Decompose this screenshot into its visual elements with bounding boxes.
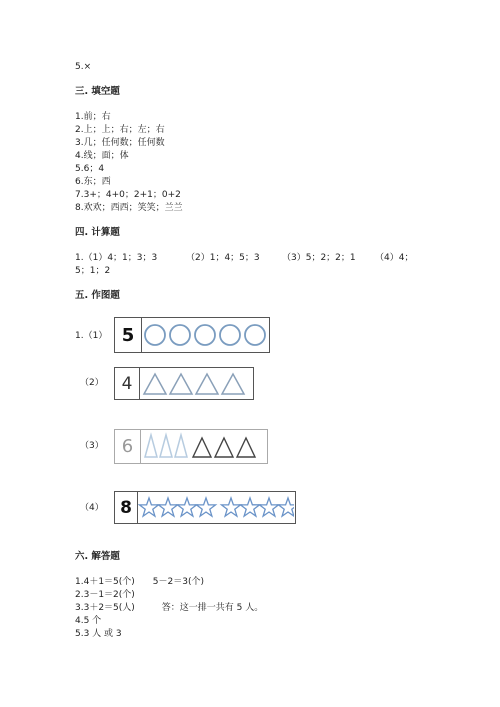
section-4-title: 四. 计算题 — [75, 227, 120, 238]
circle-shape — [145, 325, 165, 345]
light-triangle-shape — [160, 435, 172, 457]
figure-4-number: 8 — [115, 492, 138, 523]
triangle-shape — [170, 374, 192, 394]
triangle-shape — [144, 374, 166, 394]
figure-4-stars — [138, 492, 294, 523]
calc-answer-4-cont: 5；1；2 — [75, 266, 111, 276]
solve-answer-5: 5.3 人 或 3 — [75, 629, 122, 639]
star-shape — [260, 498, 279, 516]
fill-answer-7: 7.3+；4+0；2+1；0+2 — [75, 190, 181, 200]
figure-1-box — [114, 317, 270, 353]
figure-2-triangles — [140, 368, 252, 399]
triangle-shape — [222, 374, 244, 394]
calc-answer-2: （2）1；4；5；3 — [186, 253, 260, 263]
figure-2-number: 4 — [115, 368, 140, 399]
star-shape — [159, 498, 178, 516]
fill-answer-1: 1.前；右 — [75, 112, 111, 122]
star-shape — [140, 498, 159, 516]
figure-1-circles — [142, 318, 268, 352]
star-shape — [241, 498, 260, 516]
circle-shape — [170, 325, 190, 345]
figure-3-triangles — [141, 430, 267, 463]
solve-answer-1: 1.4＋1＝5(个) 5－2＝3(个) — [75, 577, 204, 587]
figure-3-number: 6 — [115, 430, 141, 463]
circle-shape — [195, 325, 215, 345]
section-5-title: 五. 作图题 — [75, 290, 120, 301]
calc-answer-4: （4）4； — [375, 253, 414, 263]
dark-triangle-shape — [193, 438, 211, 457]
dark-triangle-shape — [215, 438, 233, 457]
figure-3-box — [114, 429, 268, 464]
circle-shape — [245, 325, 265, 345]
fill-answer-5: 5.6；4 — [75, 164, 105, 174]
solve-answer-4: 4.5 个 — [75, 616, 102, 626]
fill-answer-4: 4.线；面；体 — [75, 151, 129, 161]
fill-answer-6: 6.东；西 — [75, 177, 111, 187]
figure-2-label: （2） — [80, 378, 104, 388]
star-shape — [222, 498, 241, 516]
star-shape — [178, 498, 197, 516]
calc-answer-3: （3）5；2；2；1 — [282, 253, 356, 263]
answer-line-5: 5.× — [75, 62, 92, 72]
triangle-shape — [196, 374, 218, 394]
fill-answer-3: 3.几；任何数；任何数 — [75, 138, 165, 148]
star-shape — [279, 498, 295, 516]
section-3-title: 三. 填空题 — [75, 86, 120, 97]
section-6-title: 六. 解答题 — [75, 551, 120, 562]
figure-2-box — [114, 367, 254, 400]
figure-1-label: 1.（1） — [75, 331, 108, 341]
figure-4-box — [114, 491, 296, 524]
fill-answer-8: 8.欢欢；西西；笑笑；兰兰 — [75, 203, 183, 213]
star-shape — [197, 498, 216, 516]
dark-triangle-shape — [237, 438, 255, 457]
solve-answer-2: 2.3－1＝2(个) — [75, 590, 135, 600]
fill-answer-2: 2.上；上；右；左；右 — [75, 125, 165, 135]
light-triangle-shape — [175, 435, 187, 457]
calc-answer-1: 1.（1）4；1；3；3 — [75, 253, 158, 263]
circle-shape — [220, 325, 240, 345]
figure-3-label: （3） — [80, 441, 104, 451]
solve-answer-3: 3.3＋2＝5(人) 答：这一排一共有 5 人。 — [75, 603, 264, 613]
light-triangle-shape — [145, 435, 157, 457]
figure-4-label: （4） — [80, 503, 104, 513]
figure-1-number: 5 — [115, 318, 142, 352]
